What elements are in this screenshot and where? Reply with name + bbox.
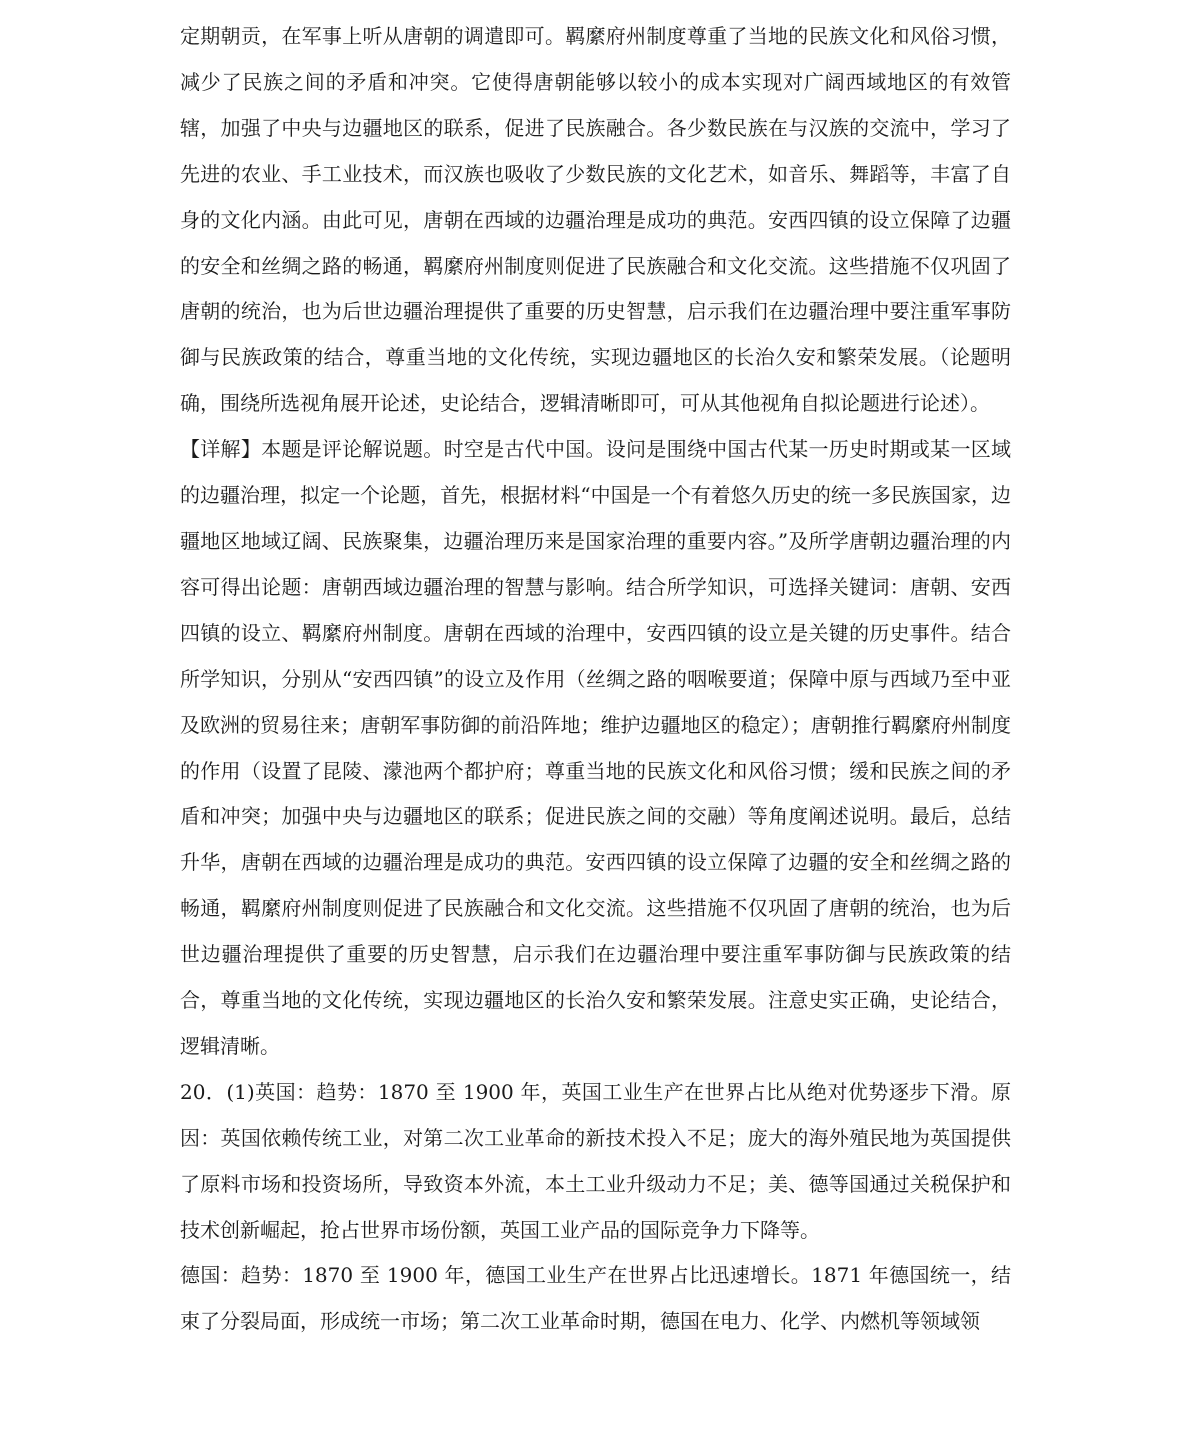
paragraph-question-20-britain: 20．(1)英国：趋势：1870 至 1900 年，英国工业生产在世界占比从绝对优势逐步下滑。原因：英国依赖传统工业，对第二次工业革命的新技术投入不足；庞大的海外殖民地为英国提供了原料市场和投资场所，导致资本外流，本土工业升级动力不足；美、德等国通过关税保护和技术创新崛起，抢占世界市场份额，英国工业产品的国际竞争力下降等。 [180,1079,1011,1242]
document-body [180,14,1011,1345]
paragraph-continuation: 定期朝贡，在军事上听从唐朝的调遣即可。羁縻府州制度尊重了当地的民族文化和风俗习惯，减少了民族之间的矛盾和冲突。它使得唐朝能够以较小的成本实现对广阔西域地区的有效管辖，加强了中央与边疆地区的联系，促进了民族融合。各少数民族在与汉族的交流中，学习了先进的农业、手工业技术，而汉族也吸收了少数民族的文化艺术，如音乐、舞蹈等，丰富了自身的文化内涵。由此可见，唐朝在西域的边疆治理是成功的典范。安西四镇的设立保障了边疆的安全和丝绸之路的畅通，羁縻府州制度则促进了民族融合和文化交流。这些措施不仅巩固了唐朝的统治，也为后世边疆治理提供了重要的历史智慧，启示我们在边疆治理中要注重军事防御与民族政策的结合，尊重当地的文化传统，实现边疆地区的长治久安和繁荣发展。（论题明确，围绕所选视角展开论述，史论结合，逻辑清晰即可，可从其他视角自拟论题进行论述）。 [180,24,1011,416]
paragraph-explanation: 【详解】本题是评论解说题。时空是古代中国。设问是围绕中国古代某一历史时期或某一区域的边疆治理，拟定一个论题，首先，根据材料“中国是一个有着悠久历史的统一多民族国家，边疆地区地域辽阔、民族聚集，边疆治理历来是国家治理的重要内容。”及所学唐朝边疆治理的内容可得出论题：唐朝西域边疆治理的智慧与影响。结合所学知识，可选择关键词：唐朝、安西四镇的设立、羁縻府州制度。唐朝在西域的治理中，安西四镇的设立是关键的历史事件。结合所学知识，分别从“安西四镇”的设立及作用（丝绸之路的咽喉要道；保障中原与西域乃至中亚及欧洲的贸易往来；唐朝军事防御的前沿阵地；维护边疆地区的稳定）；唐朝推行羁縻府州制度的作用（设置了昆陵、濛池两个都护府；尊重当地的民族文化和风俗习惯；缓和民族之间的矛盾和冲突；加强中央与边疆地区的联系；促进民族之间的交融）等角度阐述说明。最后，总结升华，唐朝在西域的边疆治理是成功的典范。安西四镇的设立保障了边疆的安全和丝绸之路的畅通，羁縻府州制度则促进了民族融合和文化交流。这些措施不仅巩固了唐朝的统治，也为后世边疆治理提供了重要的历史智慧，启示我们在边疆治理中要注重军事防御与民族政策的结合，尊重当地的文化传统，实现边疆地区的长治久安和繁荣发展。注意史实正确，史论结合，逻辑清晰。 [180,437,1011,1058]
paragraph-question-20-germany: 德国：趋势：1870 至 1900 年，德国工业生产在世界占比迅速增长。1871 年德国统一，结束了分裂局面，形成统一市场；第二次工业革命时期，德国在电力、化学、内燃机等领域领 [180,1263,1011,1334]
